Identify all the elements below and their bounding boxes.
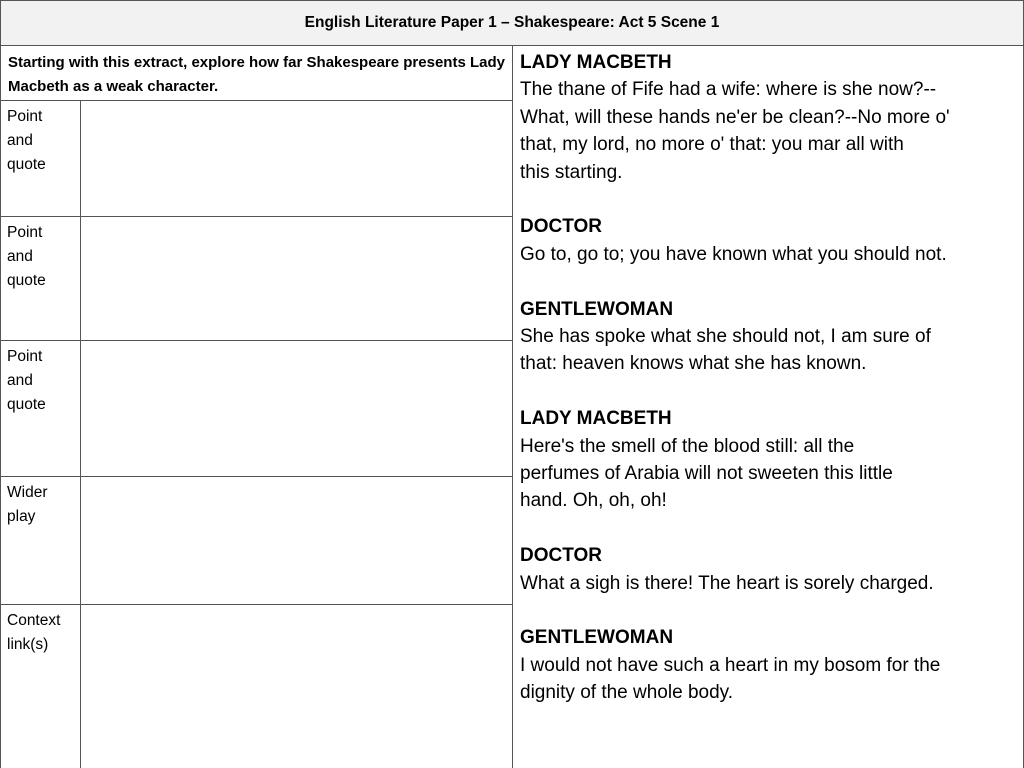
speech-line: perfumes of Arabia will not sweeten this little bbox=[520, 463, 893, 485]
row-label: Point and quote bbox=[1, 341, 81, 476]
speech-line: What a sigh is there! The heart is sorely charged. bbox=[520, 572, 934, 594]
answer-cell[interactable] bbox=[81, 341, 512, 476]
speech bbox=[520, 542, 1017, 597]
table-row bbox=[1, 605, 513, 768]
speaker-name: LADY MACBETH bbox=[520, 408, 672, 430]
speaker-name: GENTLEWOMAN bbox=[520, 627, 674, 649]
speech-line: What, will these hands ne'er be clean?--No more o' bbox=[520, 106, 950, 128]
speech-line: hand. Oh, oh, oh! bbox=[520, 490, 667, 512]
row-label: Point and quote bbox=[1, 101, 81, 216]
speech-line: that: heaven knows what she has known. bbox=[520, 353, 867, 375]
speech bbox=[520, 49, 1017, 186]
page-title: English Literature Paper 1 – Shakespeare: Act 5 Scene 1 bbox=[0, 0, 1024, 46]
speech-line: I would not have such a heart in my bosom for the bbox=[520, 654, 941, 676]
speech-line: that, my lord, no more o' that: you mar all with bbox=[520, 134, 904, 156]
speaker-name: DOCTOR bbox=[520, 216, 602, 238]
speech-line: The thane of Fife had a wife: where is she now?-- bbox=[520, 79, 937, 101]
table-row bbox=[1, 477, 513, 605]
table-row bbox=[1, 101, 513, 217]
answer-cell[interactable] bbox=[81, 217, 512, 340]
task-prompt: Starting with this extract, explore how far Shakespeare presents Lady Macbeth as a weak character. bbox=[1, 45, 513, 101]
play-extract bbox=[512, 45, 1024, 768]
table-row bbox=[1, 341, 513, 477]
speech bbox=[520, 624, 1017, 706]
speaker-name: LADY MACBETH bbox=[520, 52, 672, 73]
speech-line: She has spoke what she should not, I am sure of bbox=[520, 326, 931, 348]
speech-line: this starting. bbox=[520, 161, 623, 183]
response-table bbox=[0, 45, 513, 768]
speech bbox=[520, 213, 1017, 268]
row-label: Point and quote bbox=[1, 217, 81, 340]
row-label: Context link(s) bbox=[1, 605, 81, 768]
speaker-name: GENTLEWOMAN bbox=[520, 298, 674, 320]
speech-line: Here's the smell of the blood still: all the bbox=[520, 435, 855, 457]
speech-line: Go to, go to; you have known what you should not. bbox=[520, 243, 947, 265]
answer-cell[interactable] bbox=[81, 605, 512, 768]
speech bbox=[520, 296, 1017, 378]
speaker-name: DOCTOR bbox=[520, 545, 602, 567]
table-row bbox=[1, 217, 513, 341]
row-label: Wider play bbox=[1, 477, 81, 604]
answer-cell[interactable] bbox=[81, 101, 512, 216]
answer-cell[interactable] bbox=[81, 477, 512, 604]
speech-line: dignity of the whole body. bbox=[520, 682, 734, 704]
speech bbox=[520, 405, 1017, 515]
